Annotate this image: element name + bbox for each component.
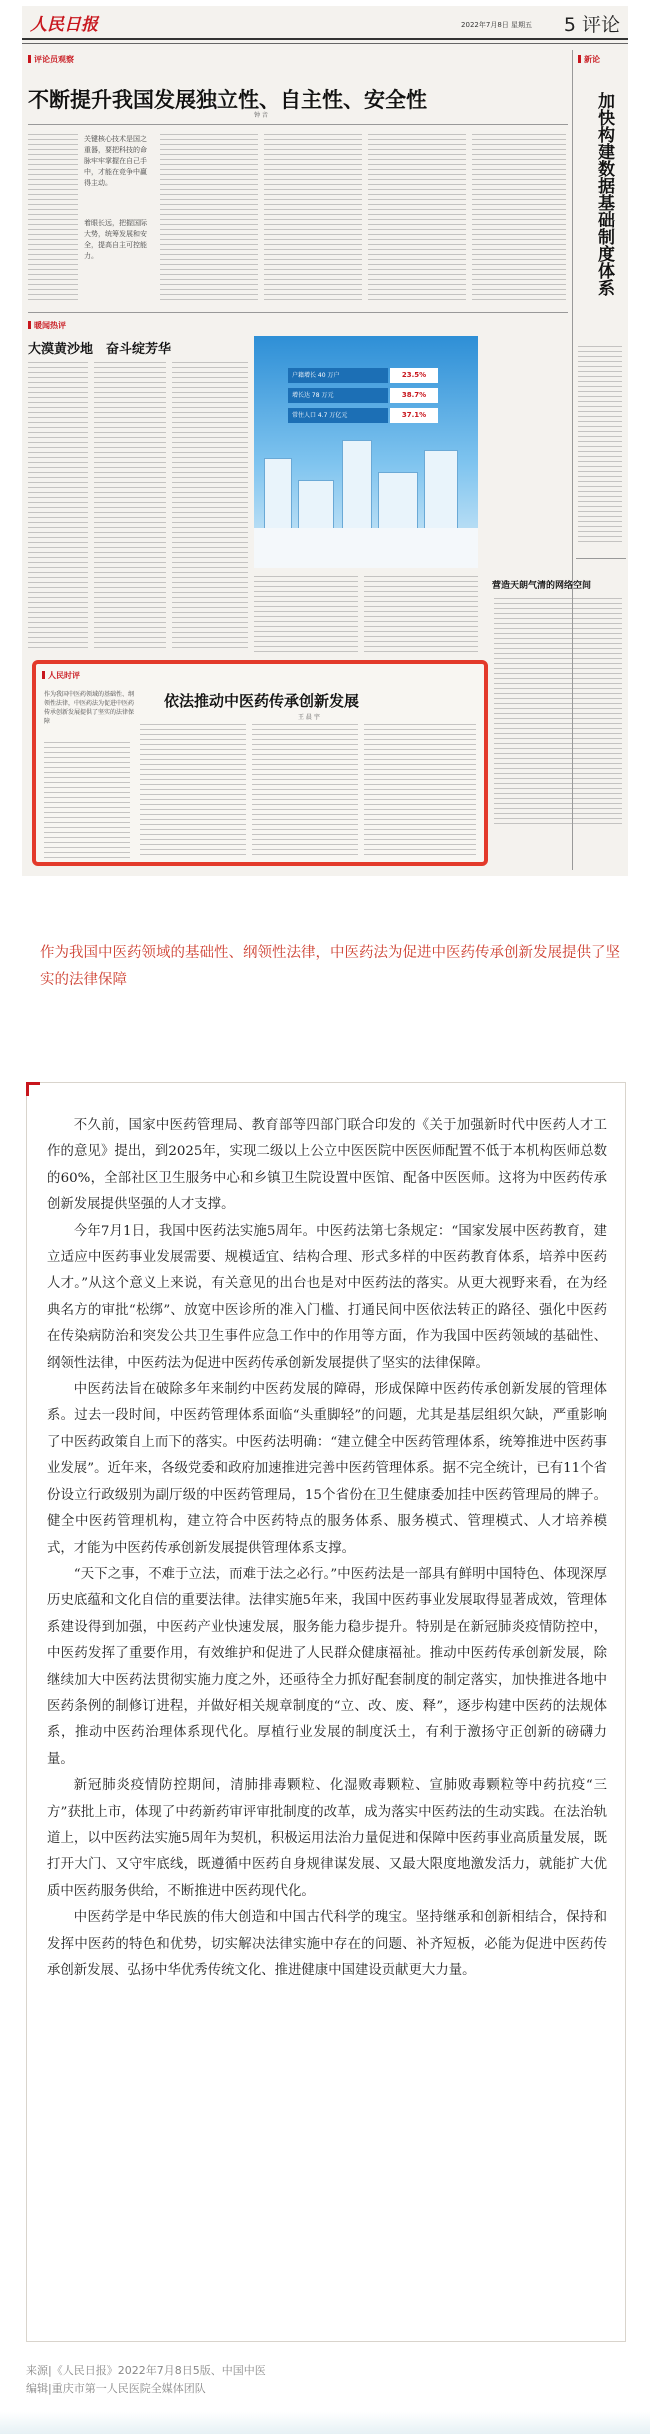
article-paragraph: 新冠肺炎疫情防控期间，清肺排毒颗粒、化湿败毒颗粒、宣肺败毒颗粒等中药抗疫“三方”获批上市，体现了中药新药审评审批制度的改革，成为落实中医药法的生动实践。在法治轨道上，以中医药法实施5周年为契机，积极运用法治力量促进和保障中医药事业高质量发展，既打开大门、又守牢底线，既遵循中医药自身规律谋发展、又最大限度地激发活力，就能扩大优质中医药服务供给，不断推进中医药现代化。 xyxy=(47,1778,607,1899)
right-bottom-caption: 营造天朗气清的网络空间 xyxy=(492,581,592,591)
feature-kicker: 人民时评 xyxy=(42,670,80,681)
text-column xyxy=(494,598,622,828)
editor-line: 编辑|重庆市第一人民医院全媒体团队 xyxy=(26,2382,206,2395)
infographic-stat: 户籍增长 40 万户 23.5% xyxy=(288,368,438,383)
article-paragraph: 中医药法旨在破除多年来制约中医药发展的障碍，形成保障中医药传承创新发展的管理体系。过去一段时间，中医药管理体系面临“头重脚轻”的问题，尤其是基层组织欠缺，严重影响了中医药政策自上而下的落实。中医药法明确：“建立健全中医药管理体系，统筹推进中医药事业发展”。近年来，各级党委和政府加速推进完善中医药管理体系。据不完全统计，已有11个省份设立行政级别为副厅级的中医药管理局，15个省份在卫生健康委加挂中医药管理局的牌子。健全中医药管理机构，建立符合中医药特点的服务体系、服务模式、管理模式、人才培养模式，才能为中医药传承创新发展提供管理体系支撑。 xyxy=(47,1382,607,1556)
page-label: 5 评论 xyxy=(563,14,620,36)
main-pullquote: 着眼长远，把握国际大势，统筹发展和安全，提高自主可控能力。 xyxy=(84,219,147,260)
article-card xyxy=(26,1082,626,2342)
lead-quote-text: 作为我国中医药领域的基础性、纲领性法律，中医药法为促进中医药传承创新发展提供了坚实的法律保障 xyxy=(40,945,620,988)
article-body xyxy=(47,1113,607,1984)
text-column xyxy=(368,134,466,304)
article-paragraph: 中医药学是中华民族的伟大创造和中国古代科学的瑰宝。坚持继承和创新相结合，保持和发挥中医药的特色和优势，切实解决法律实施中存在的问题、补齐短板，必能为促进中医药传承创新发展、弘扬中华优秀传统文化、推进健康中国建设贡献更大力量。 xyxy=(47,1910,607,1978)
second-kicker: 暖闻热评 xyxy=(28,320,66,331)
main-pullquote: 关键核心技术是国之重器，要把科技的命脉牢牢掌握在自己手中，才能在竞争中赢得主动。 xyxy=(84,135,147,187)
feature-headline: 依法推动中医药传承创新发展 xyxy=(164,692,360,710)
second-headline: 大漠黄沙地 奋斗绽芳华 xyxy=(28,342,172,357)
footer xyxy=(26,2362,626,2398)
text-column xyxy=(28,362,88,652)
text-column xyxy=(160,134,258,304)
text-column xyxy=(578,346,622,546)
feature-byline: 王 晨 宇 xyxy=(298,714,320,721)
text-column xyxy=(172,362,248,652)
infographic xyxy=(254,336,478,568)
text-column xyxy=(364,576,478,652)
right-kicker: 新论 xyxy=(578,54,600,65)
masthead xyxy=(22,6,628,40)
text-column xyxy=(364,724,476,858)
divider xyxy=(576,558,626,559)
corner-accent xyxy=(26,1082,40,1096)
source-line: 来源|《人民日报》2022年7月8日5版、中国中医 xyxy=(26,2364,266,2377)
divider xyxy=(28,312,568,313)
text-column xyxy=(94,362,166,652)
newspaper-page-image xyxy=(22,6,628,876)
date-line: 2022年7月8日 星期五 xyxy=(461,21,532,29)
divider xyxy=(28,124,568,125)
text-column xyxy=(472,134,566,304)
text-column xyxy=(264,134,362,304)
ground-illustration xyxy=(254,528,478,568)
newspaper-logo: 人民日报 xyxy=(30,15,98,35)
article-paragraph: 不久前，国家中医药管理局、教育部等四部门联合印发的《关于加强新时代中医药人才工作的意见》提出，到2025年，实现二级以上公立中医医院中医医师配置不低于本机构医师总数的60%，全部社区卫生服务中心和乡镇卫生院设置中医馆、配备中医医师。这将为中医药传承创新发展提供坚强的人才支撑。 xyxy=(47,1118,607,1213)
text-column xyxy=(252,724,358,858)
text-column xyxy=(140,724,246,858)
text-column xyxy=(28,134,78,304)
bottom-fade xyxy=(0,2412,650,2434)
text-column xyxy=(44,742,130,858)
article-paragraph: “天下之事，不难于立法，而难于法之必行。”中医药法是一部具有鲜明中国特色、体现深厚历史底蕴和文化自信的重要法律。法律实施5年来，我国中医药事业发展取得显著成效，管理体系建设得到加强，中医药产业快速发展，服务能力稳步提升。特别是在新冠肺炎疫情防控中，中医药发挥了重要作用，有效维护和促进了人民群众健康福祉。推动中医药传承创新发展，除继续加大中医药法贯彻实施力度之外，还亟待全力抓好配套制度的制定落实，加快推进各地中医药条例的制修订进程，并做好相关规章制度的“立、改、废、释”，逐步构建中医药的法规体系，推动中医药治理体系现代化。厚植行业发展的制度沃土，有利于激扬守正创新的磅礴力量。 xyxy=(47,1566,607,1767)
feature-pullquote: 作为我国中医药领域的基础性、纲领性法律，中医药法为促进中医药传承创新发展提供了坚实的法律保障 xyxy=(44,691,135,725)
feature-article-box xyxy=(32,660,488,866)
main-headline: 不断提升我国发展独立性、自主性、安全性 xyxy=(28,87,427,112)
article-paragraph: 今年7月1日，我国中医药法实施5周年。中医药法第七条规定：“国家发展中医药教育，建立适应中医药事业发展需要、规模适宜、结构合理、形式多样的中医药教育体系，培养中医药人才。”从这个意义上来说，有关意见的出台也是对中医药法的落实。从更大视野来看，在为经典名方的审批“松绑”、放宽中医诊所的准入门槛、打通民间中医依法转正的路径、强化中医药在传染病防治和突发公共卫生事件应急工作中的作用等方面，作为我国中医药领域的基础性、纲领性法律，中医药法为促进中医药传承创新发展提供了坚实的法律保障。 xyxy=(47,1223,607,1371)
divider xyxy=(22,43,628,44)
infographic-stat: 增长达 78 万元 38.7% xyxy=(288,388,438,403)
right-vertical-title: 加快构建数据基础制度体系 xyxy=(594,92,614,296)
infographic-stat: 常住人口 4.7 万亿元 37.1% xyxy=(288,408,438,423)
main-kicker: 评论员观察 xyxy=(28,54,74,65)
lead-quote xyxy=(40,940,622,994)
main-byline: 钟 音 xyxy=(254,112,268,119)
text-column xyxy=(254,576,358,652)
